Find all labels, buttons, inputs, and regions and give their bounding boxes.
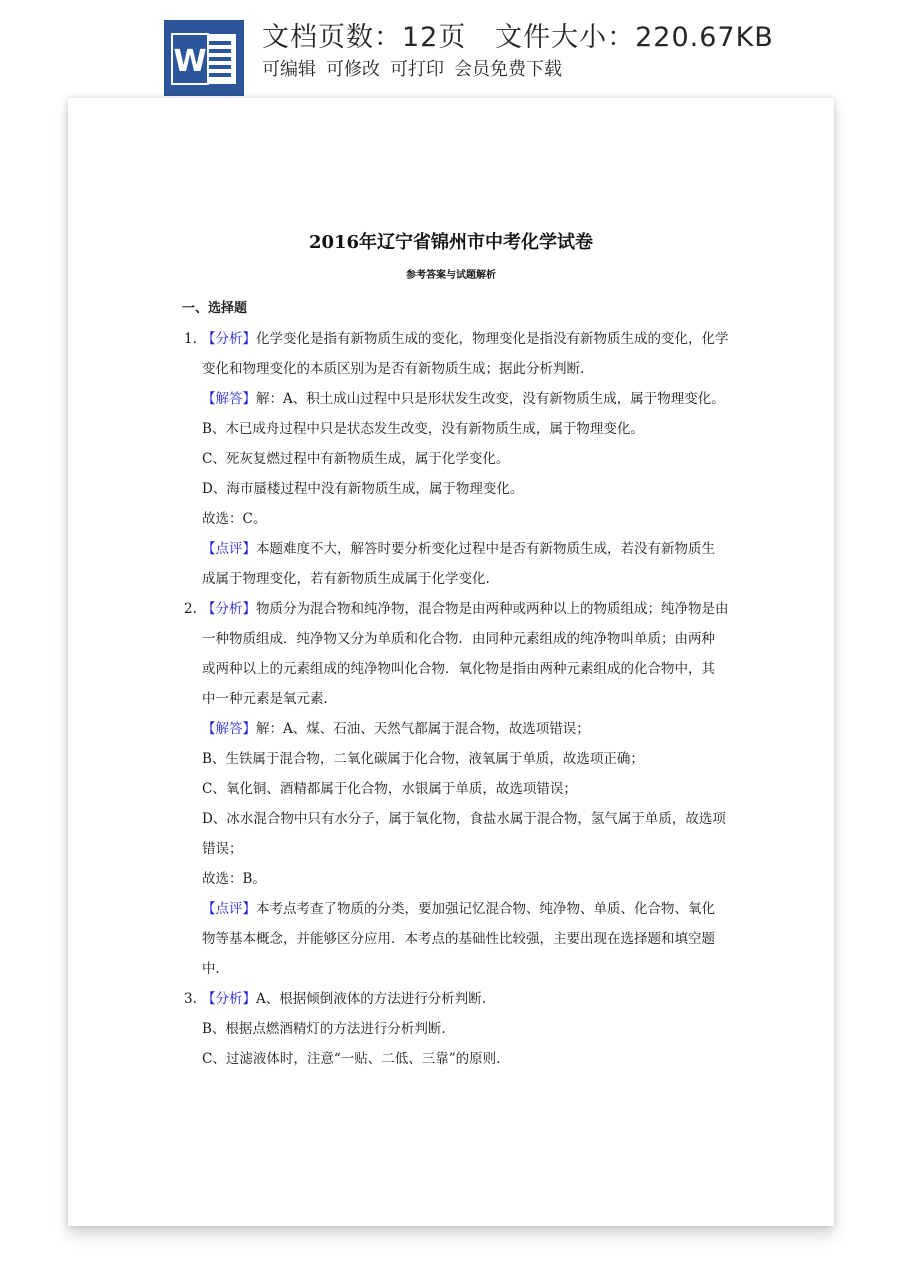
document-content [182,294,729,1074]
text-line: 中一种元素是氧元素. [202,691,328,707]
solution-tag: 【解答】 [202,721,256,737]
feature-member-download: 会员免费下载 [454,59,562,80]
file-size-label: 文件大小：220.67KB [495,22,774,53]
feature-modifiable: 可修改 [326,59,380,80]
text-line: C、死灰复燃过程中有新物质生成，属于化学变化。 [202,451,510,467]
text-line: 物等基本概念，并能够区分应用．本考点的基础性比较强，主要出现在选择题和填空题 [202,931,715,947]
word-icon-letter: W [173,44,207,79]
text-line: B、生铁属于混合物，二氧化碳属于化合物，液氧属于单质，故选项正确； [202,751,644,767]
text-line: 错误； [202,841,243,857]
analysis-tag: 【分析】 [202,991,256,1007]
answer-block-3 [184,984,724,1074]
download-banner [0,0,900,100]
answer-choice: 故选：B。 [202,871,266,887]
answer-block-1 [184,324,729,594]
text-line: 一种物质组成．纯净物又分为单质和化合物．由同种元素组成的纯净物叫单质；由两种 [202,631,715,647]
document-subtitle: 参考答案与试题解析 [406,270,496,281]
text-line: D、冰水混合物中只有水分子，属于氧化物，食盐水属于混合物，氢气属于单质，故选项 [202,811,726,827]
text-line: B、木已成舟过程中只是状态发生改变，没有新物质生成，属于物理变化。 [202,421,644,437]
text-line: 物质分为混合物和纯净物，混合物是由两种或两种以上的物质组成；纯净物是由 [256,601,729,617]
banner-file-info [262,22,774,54]
text-line: 变化和物理变化的本质区别为是否有新物质生成；据此分析判断. [202,361,585,377]
document-page [68,98,834,1226]
text-line: B、根据点燃酒精灯的方法进行分析判断. [202,1021,446,1037]
comment-tag: 【点评】 [202,901,256,917]
answer-choice: 故选：C。 [202,511,267,527]
question-number: 3. [184,991,197,1007]
text-line: 解：A、积土成山过程中只是形状发生改变，没有新物质生成，属于物理变化。 [256,391,725,407]
text-line: C、过滤液体时，注意“一贴、二低、三靠”的原则. [202,1051,501,1067]
page-count-label: 文档页数：12页 [262,22,467,53]
text-line: 中. [202,961,220,977]
banner-text [262,22,774,84]
text-line: 解：A、煤、石油、天然气都属于混合物，故选项错误； [256,721,590,737]
text-line: C、氧化铜、酒精都属于化合物，水银属于单质，故选项错误； [202,781,577,797]
analysis-tag: 【分析】 [202,331,256,347]
question-number: 1. [184,331,197,347]
text-line: 本题难度不大，解答时要分析变化过程中是否有新物质生成，若没有新物质生 [256,541,715,557]
analysis-tag: 【分析】 [202,601,256,617]
text-line: A、根据倾倒液体的方法进行分析判断. [256,991,487,1007]
answer-block-2 [184,594,729,984]
section-heading: 一、选择题 [182,301,248,316]
feature-printable: 可打印 [390,59,444,80]
feature-editable: 可编辑 [262,59,316,80]
word-document-icon [164,20,244,96]
text-line: 成属于物理变化，若有新物质生成属于化学变化. [202,571,490,587]
text-line: D、海市蜃楼过程中没有新物质生成，属于物理变化。 [202,481,524,497]
comment-tag: 【点评】 [202,541,256,557]
text-line: 或两种以上的元素组成的纯净物叫化合物．氧化物是指由两种元素组成的化合物中，其 [202,661,715,677]
text-line: 化学变化是指有新物质生成的变化，物理变化是指没有新物质生成的变化，化学 [256,331,729,347]
solution-tag: 【解答】 [202,391,256,407]
document-title: 2016年辽宁省锦州市中考化学试卷 [308,232,594,253]
banner-features [262,56,774,84]
text-line: 本考点考查了物质的分类，要加强记忆混合物、纯净物、单质、化合物、氧化 [256,901,715,917]
question-number: 2. [184,601,197,617]
